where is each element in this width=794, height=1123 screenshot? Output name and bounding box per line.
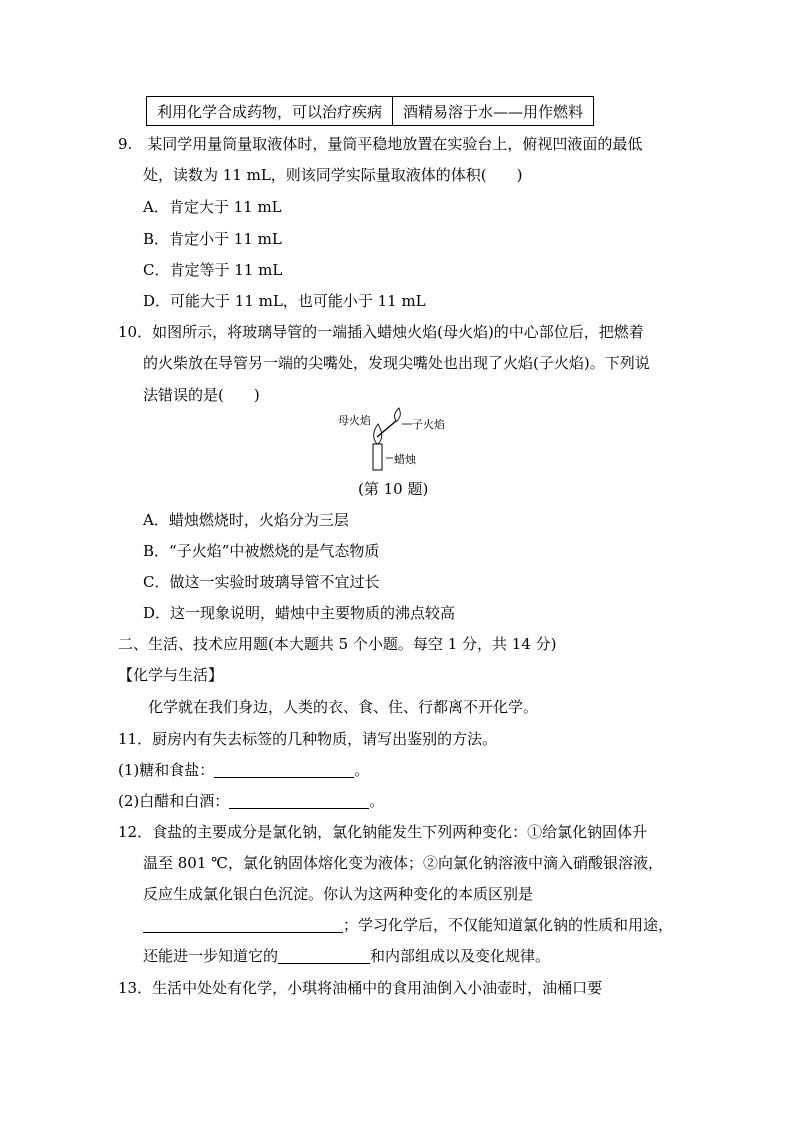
q12-line5-after: 和内部组成以及变化规律。: [370, 947, 551, 965]
q9-option-c: C．肯定等于 11 mL: [143, 261, 283, 279]
candle-figure: [330, 406, 470, 476]
q10-option-a: A．蜡烛燃烧时，火焰分为三层: [143, 511, 349, 529]
table-row: [147, 97, 594, 126]
answer-table: [146, 96, 594, 126]
q9-option-b: B．肯定小于 11 mL: [143, 230, 282, 248]
q12-stem-line1: 12．食盐的主要成分是氯化钠，氯化钠能发生下列两种变化：①给氯化钠固体升: [118, 823, 648, 841]
q9-option-a: A．肯定大于 11 mL: [143, 198, 282, 216]
q11-item1-end: 。: [354, 761, 370, 779]
answer-blank[interactable]: [229, 792, 369, 809]
section2-title: 二、生活、技术应用题(本大题共 5 个小题。每空 1 分，共 14 分): [118, 635, 557, 653]
q12-stem-line4: [143, 914, 673, 936]
q10-option-b: B．“子火焰”中被燃烧的是气态物质: [143, 542, 380, 560]
table-cell-left: 利用化学合成药物，可以治疗疾病: [147, 97, 393, 126]
label-candle: 蜡烛: [394, 453, 416, 466]
q10-option-d: D．这一现象说明，蜡烛中主要物质的沸点较高: [143, 604, 456, 622]
candle-diagram: [330, 406, 470, 476]
q12-stem-line5: [143, 945, 550, 967]
figure-caption: (第 10 题): [358, 480, 429, 498]
q11-item1: [118, 759, 369, 781]
q9-stem-line2: 处，读数为 11 mL，则该同学实际量取液体的体积( ): [143, 166, 523, 184]
q11-item2-end: 。: [369, 792, 385, 810]
section2-intro: 化学就在我们身边，人类的衣、食、住、行都离不开化学。: [148, 698, 539, 716]
q11-item1-label: (1)糖和食盐：: [118, 761, 215, 779]
q12-stem-line2: 温至 801 ℃，氯化钠固体熔化变为液体；②向氯化钠溶液中滴入硝酸银溶液，: [143, 854, 663, 872]
q11-stem: 11．厨房内有失去标签的几种物质，请写出鉴别的方法。: [118, 730, 498, 748]
q12-line5-before: 还能进一步知道它的: [143, 947, 279, 965]
answer-blank[interactable]: [278, 947, 370, 964]
q10-option-c: C．做这一实验时玻璃导管不宜过长: [143, 573, 380, 591]
child-flame: [395, 408, 401, 421]
q9-stem-line1: 9. 某同学用量筒量取液体时，量筒平稳地放置在实验台上，俯视凹液面的最低: [118, 135, 643, 153]
label-mother-flame: 母火焰: [338, 414, 371, 427]
q12-line4-text: ；学习化学后，不仅能知道氯化钠的性质和用途，: [343, 916, 674, 934]
q11-item2-label: (2)白醋和白酒：: [118, 792, 230, 810]
q13-stem-line1: 13．生活中处处有化学，小琪将油桶中的食用油倒入小油壶时，油桶口要: [118, 979, 603, 997]
table-cell-right: 酒精易溶于水——用作燃料: [393, 97, 594, 126]
q9-option-d: D．可能大于 11 mL，也可能小于 11 mL: [143, 292, 426, 310]
answer-blank[interactable]: [214, 761, 354, 778]
q11-item2: [118, 790, 384, 812]
answer-blank[interactable]: [143, 916, 343, 933]
q12-stem-line3: 反应生成氯化银白色沉淀。你认为这两种变化的本质区别是: [143, 885, 534, 903]
candle-body: [373, 444, 382, 470]
section2-subheading: 【化学与生活】: [118, 666, 224, 684]
q10-stem-line2: 的火柴放在导管另一端的尖嘴处，发现尖嘴处也出现了火焰(子火焰)。下列说: [143, 354, 650, 372]
q10-stem-line3: 法错误的是( ): [143, 386, 260, 404]
label-child-flame: 子火焰: [412, 418, 445, 431]
q10-stem-line1: 10．如图所示，将玻璃导管的一端插入蜡烛火焰(母火焰)的中心部位后，把燃着: [118, 323, 644, 341]
